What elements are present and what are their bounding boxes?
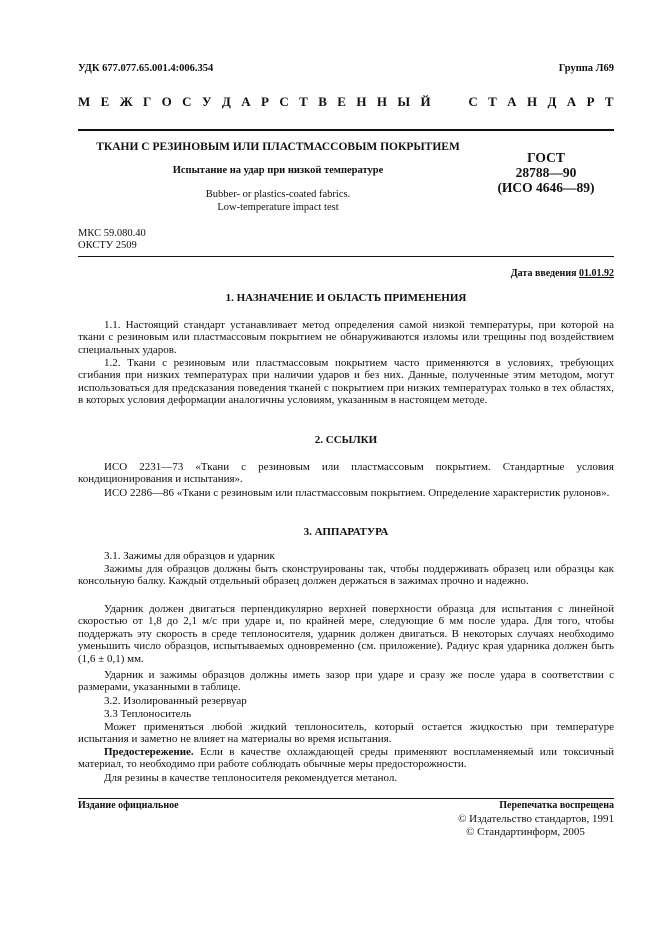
gost-label: ГОСТ [527,150,565,165]
warning-text: Если в качестве охлаждающей среды применяют воспламеняемый или токсичный материал, то необходимо при работе соблюдать обычные меры предосторожности. [78,746,614,771]
english-title-line2: Low-temperature impact test [217,202,339,213]
gost-designation [478,150,614,195]
english-title-line1: Bubber- or plastics-coated fabrics. [205,189,351,200]
banner-letter: О [161,94,172,109]
banner-letter: С [468,94,478,109]
paragraph-3-1-b: Ударник должен двигаться перпендикулярно верхней поверхности образца для испытания с линейной скоростью от 1,8 до 2,1 м/с при ударе и, по крайней мере, следующие 6 мм после удара. Для того, чтобы поддержать эту скорость в среде теплоносителя, ударник должен двигаться. В некоторых случаях необходимо уменьшить число образцов, испытываемых одновременно (см. приложение). Радиус края ударника должен быть (1,6 ± 0,1) мм. [78,603,614,665]
banner-letter: Т [488,94,497,109]
warning-label: Предостережение. [104,746,194,758]
paragraph-2-1: ИСО 2231—73 «Ткани с резиновым или пластмассовым покрытием. Стандартные условия кондиционирования и испытания». [78,461,614,486]
paragraph-3-3: 3.3 Теплоноситель [104,708,192,720]
banner-letter: Т [604,94,614,109]
udk-code: УДК 677.077.65.001.4:006.354 [78,63,214,74]
section-2-title: 2. ССЫЛКИ [314,434,378,446]
section-3-title: 3. АППАРАТУРА [303,526,389,538]
paragraph-3-1-c: Ударник и зажимы образцов должны иметь зазор при ударе и сразу же после удара в соответствии с размерами, указанными в таблице. [78,669,614,694]
official-edition-label: Издание официальное [78,800,179,811]
banner-letter: У [201,94,212,109]
banner-letter: Н [356,94,367,109]
classification-codes [78,228,146,252]
english-title [78,188,478,214]
paragraph-1-2: 1.2. Ткани с резиновым или пластмассовым покрытием часто применяются в условиях, требующих сгибания при низких температурах при наличии ударов и без них. Данные, полученные этим методом, могут использоваться для предсказания поведения тканей с покрытием при низких температурах только в тех областях, в которых условия деформации аналогичны условиям, указанным в настоящем методе. [78,357,614,407]
top-divider [78,129,614,131]
effective-date [511,268,614,279]
banner-letter: А [241,94,251,109]
banner-letter: Р [261,94,269,109]
reprint-prohibited-label: Перепечатка воспрещена [499,800,614,811]
mks-code: МКС 59.080.40 [78,228,146,239]
banner-letter: С [182,94,192,109]
paragraph-2-2: ИСО 2286—86 «Ткани с резиновым или пластмассовым покрытием. Определение характеристик рулонов». [104,487,610,499]
banner-letter: Н [526,94,538,109]
gost-number: 28788—90 [515,165,577,180]
banner-letter: Т [299,94,308,109]
paragraph-3-2: 3.2. Изолированный резервуар [104,695,247,707]
copyright-line-1: © Издательство стандартов, 1991 [458,813,614,825]
banner-letter: Р [586,94,595,109]
iso-number: (ИСО 4646—89) [497,180,595,195]
banner-letter: Г [142,94,152,109]
banner-letter: М [78,94,91,109]
banner-letter: Й [420,94,431,109]
header-divider [78,256,614,257]
paragraph-1-1: 1.1. Настоящий стандарт устанавливает метод определения самой низкой температуры, при которой на ткани с резиновым или пластмассовым покрытием не обнаруживаются изломы или трещины под воздействием специальных ударов. [78,319,614,356]
banner-letter: Е [100,94,110,109]
effective-date-value: 01.01.92 [579,268,614,279]
copyright-block [458,813,614,838]
group-code: Группа Л69 [558,63,614,74]
banner-letter: Ы [397,94,411,109]
effective-date-label: Дата введения [510,268,577,279]
paragraph-3-1-a: Зажимы для образцов должны быть сконструированы так, чтобы поддерживать образец или образцы как консольную балку. Каждый отдельный образец должен держаться в зажимах прочно и надежно. [78,563,614,588]
banner-letter: С [279,94,289,109]
banner-letter: А [507,94,517,109]
document-title: ТКАНИ С РЕЗИНОВЫМ ИЛИ ПЛАСТМАССОВЫМ ПОКРЫТИЕМ [96,141,460,153]
paragraph-3-3-b: Для резины в качестве теплоносителя рекомендуется метанол. [104,772,398,784]
interstate-standard-banner [78,94,614,110]
section-1-title: 1. НАЗНАЧЕНИЕ И ОБЛАСТЬ ПРИМЕНЕНИЯ [225,292,467,304]
banner-letter: Ж [119,94,133,109]
okstu-code: ОКСТУ 2509 [78,240,137,251]
paragraph-3-1-heading: 3.1. Зажимы для образцов и ударник [104,550,275,562]
banner-letter [455,94,458,110]
banner-letter: Д [547,94,557,109]
banner-letter: Н [376,94,387,109]
banner-letter: Д [221,94,231,109]
banner-letter: В [318,94,327,109]
footer-divider [78,798,614,799]
warning-paragraph [78,746,614,771]
paragraph-3-3-a: Может применяться любой жидкий теплоноситель, который остается жидкостью при температуре испытания и заметно не влияет на материалы во время испытания. [78,721,614,746]
copyright-line-2: © Стандартинформ, 2005 [466,825,585,838]
document-subtitle: Испытание на удар при низкой температуре [172,165,384,176]
banner-letter: Е [337,94,346,109]
banner-letter: А [566,94,577,109]
banner-letter [441,94,444,110]
